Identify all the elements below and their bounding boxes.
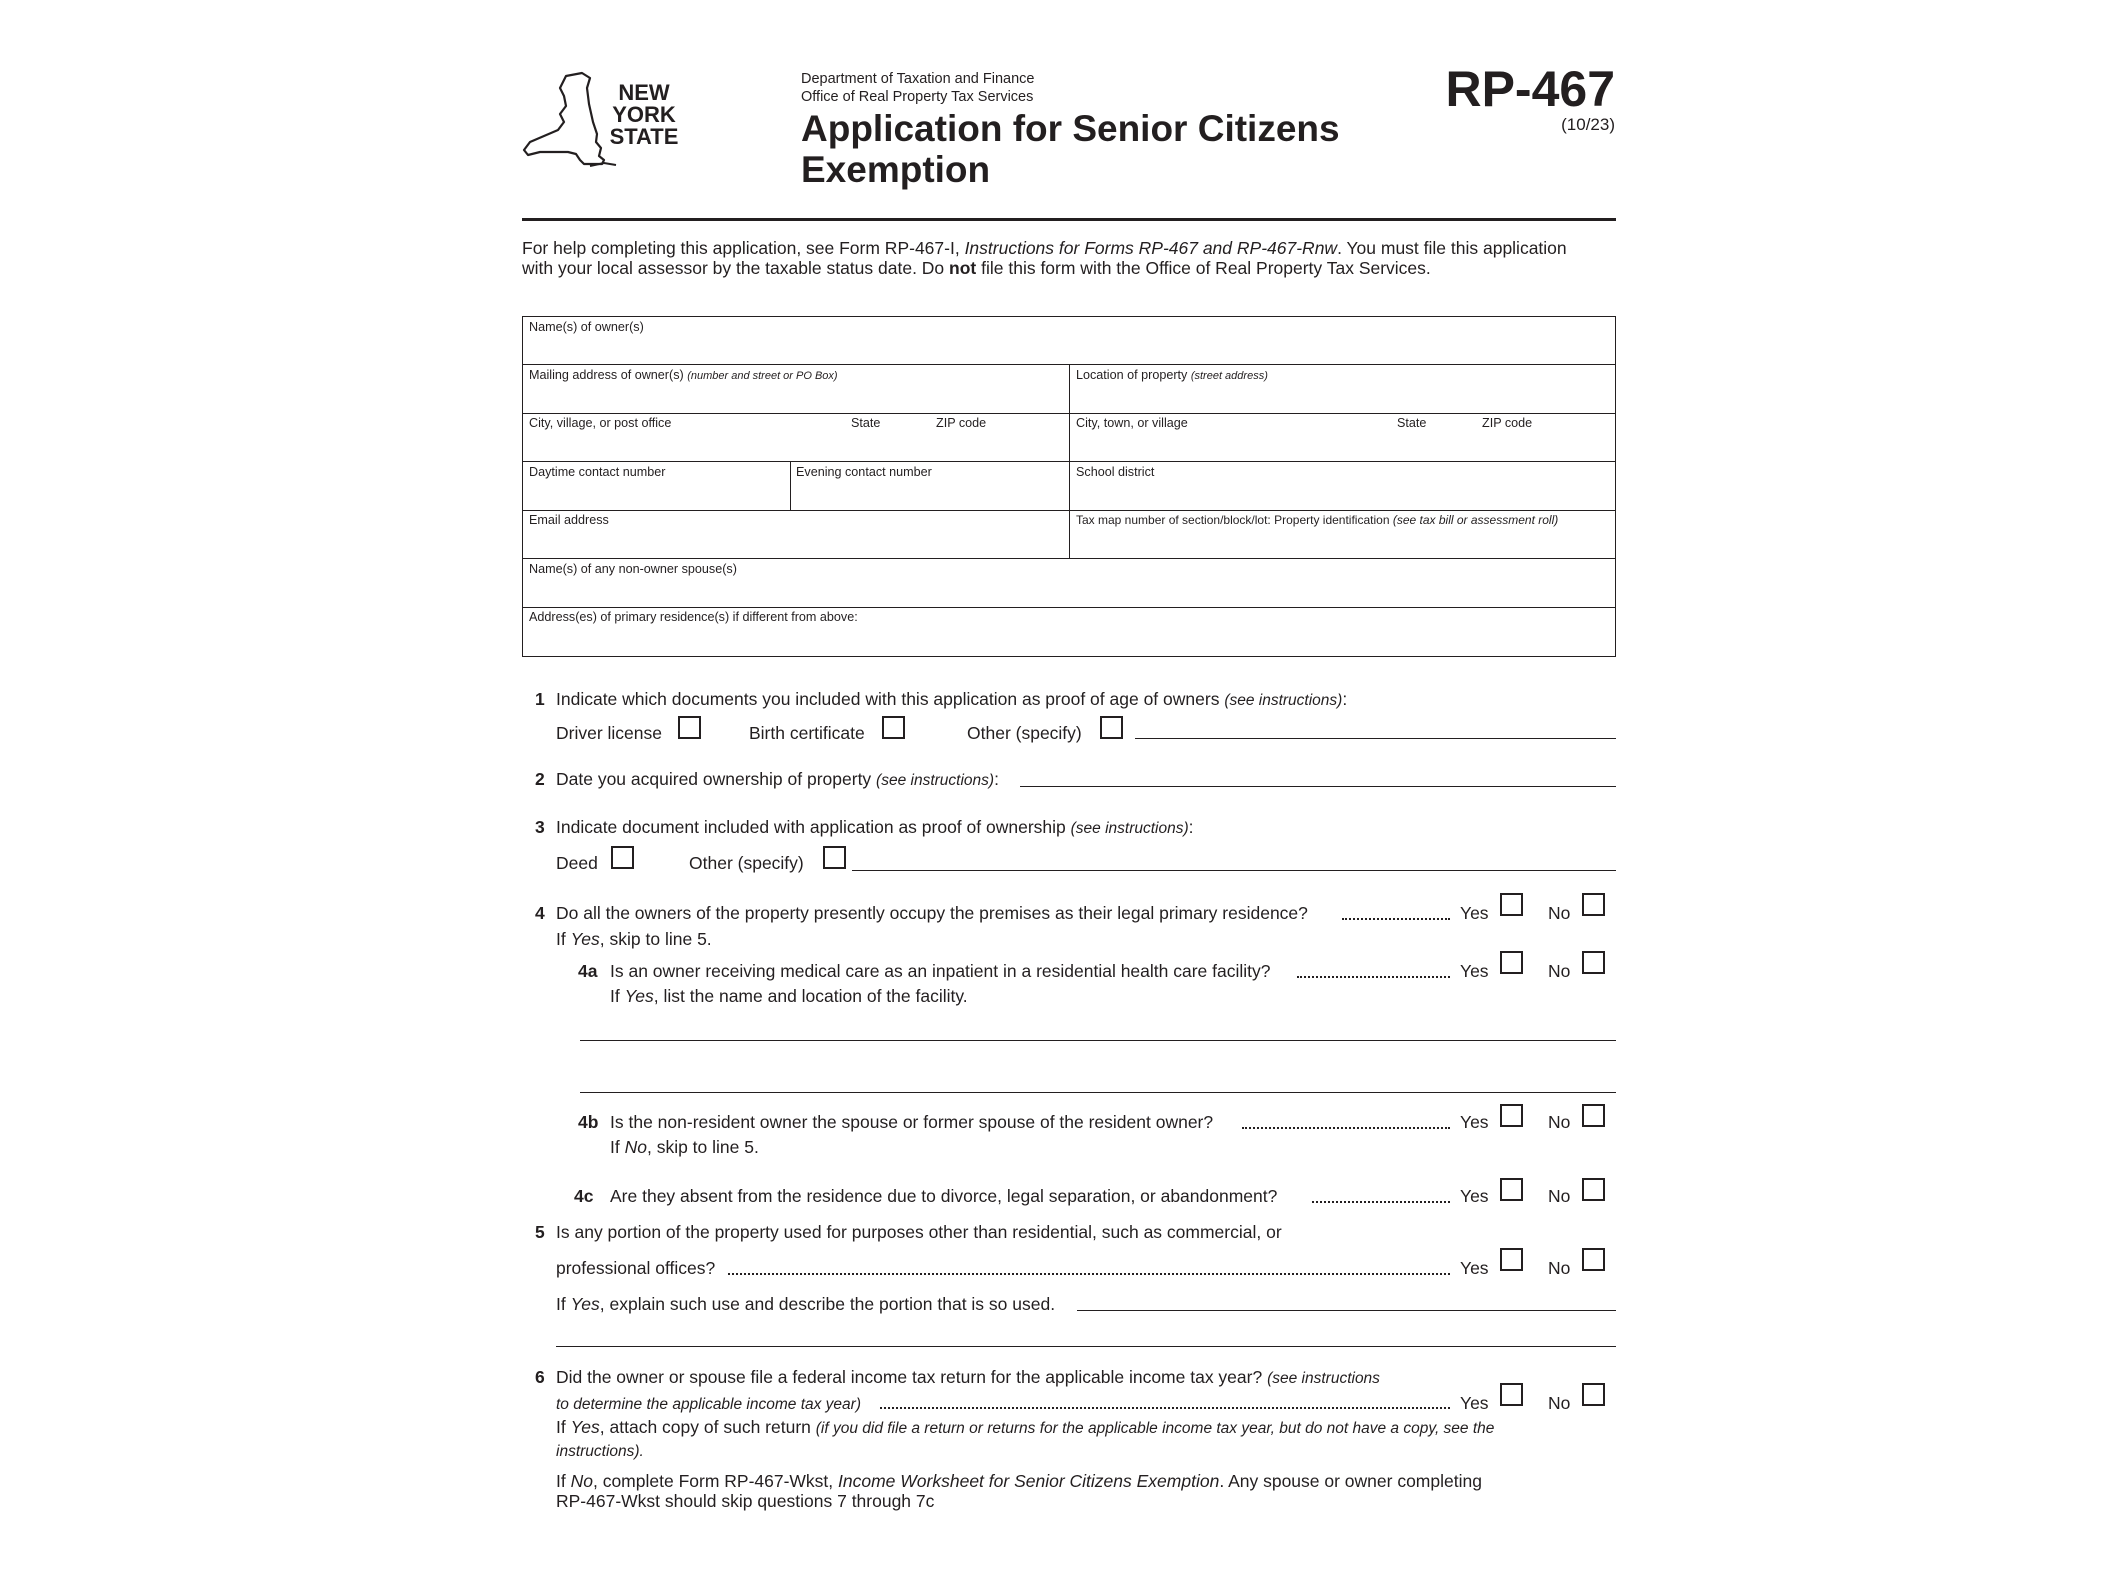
q1-other-label: Other (specify)	[967, 723, 1082, 743]
label-mail-zip: ZIP code	[936, 416, 987, 430]
q4c-yes-checkbox[interactable]	[1500, 1178, 1523, 1201]
q-text: If	[556, 1294, 571, 1314]
q-text: Indicate document included with application as proof of ownership	[556, 817, 1071, 837]
q5-no-checkbox[interactable]	[1582, 1248, 1605, 1271]
q-text: , complete Form RP-467-Wkst,	[592, 1471, 839, 1491]
label-evening-phone: Evening contact number	[796, 465, 932, 479]
q6-no-note-line2: RP-467-Wkst should skip questions 7 through 7c	[556, 1491, 935, 1511]
q3-other-label: Other (specify)	[689, 853, 804, 873]
prop-state-input[interactable]	[1397, 434, 1479, 458]
q4a-yes-label: Yes	[1460, 961, 1489, 981]
q-hint: (if you did file a return or returns for the applicable income tax year, but do not have a copy, see the	[815, 1420, 1495, 1437]
mail-zip-input[interactable]	[936, 434, 1066, 458]
property-location-input[interactable]	[1076, 386, 1612, 410]
prop-city-input[interactable]	[1076, 434, 1390, 458]
q4-text: Do all the owners of the property presently occupy the premises as their legal primary residence?	[556, 903, 1308, 923]
label-non-owner-spouse: Name(s) of any non-owner spouse(s)	[529, 562, 737, 576]
label-hint: (number and street or PO Box)	[687, 370, 838, 382]
prop-zip-input[interactable]	[1482, 434, 1612, 458]
q1-other-checkbox[interactable]	[1100, 716, 1123, 739]
q4-no-checkbox[interactable]	[1582, 893, 1605, 916]
school-district-input[interactable]	[1076, 483, 1612, 507]
label-hint: (see tax bill or assessment roll)	[1392, 513, 1559, 527]
evening-phone-input[interactable]	[796, 483, 1067, 507]
q5-number: 5	[535, 1222, 545, 1242]
q4c-no-checkbox[interactable]	[1582, 1178, 1605, 1201]
intro-instructions-title: Instructions for Forms RP-467 and RP-467-Rnw	[964, 238, 1338, 258]
q-text: , list the name and location of the facility.	[653, 986, 968, 1006]
q5-explain-line-1[interactable]	[1077, 1310, 1616, 1311]
intro-text: file this form with the Office of Real Property Tax Services.	[976, 258, 1431, 278]
q-emphasis: Yes	[570, 1417, 600, 1437]
label-daytime-phone: Daytime contact number	[529, 465, 666, 479]
q1-number: 1	[535, 689, 545, 709]
daytime-phone-input[interactable]	[529, 483, 788, 507]
q4b-text: Is the non-resident owner the spouse or former spouse of the resident owner?	[610, 1112, 1214, 1132]
q-punct: :	[994, 769, 999, 789]
q4a-no-label: No	[1548, 961, 1571, 981]
q1-birth-certificate-label: Birth certificate	[749, 723, 865, 743]
q4-number: 4	[535, 903, 545, 923]
label-prop-city: City, town, or village	[1076, 416, 1188, 430]
q3-deed-checkbox[interactable]	[611, 846, 634, 869]
logo-text-state: STATE	[609, 124, 679, 149]
divider	[1069, 364, 1070, 558]
q-punct: :	[1342, 689, 1348, 709]
header-rule	[522, 218, 1616, 221]
logo-text-york: YORK	[612, 102, 676, 127]
q-hint: (see instructions)	[876, 772, 995, 789]
intro-line2	[522, 258, 1431, 279]
label-primary-residence: Address(es) of primary residence(s) if different from above:	[529, 610, 858, 624]
mail-city-input[interactable]	[529, 434, 843, 458]
owner-names-input[interactable]	[529, 338, 1611, 362]
form-title-line1: Application for Senior Citizens	[801, 108, 1340, 149]
q-emphasis: Yes	[624, 986, 654, 1006]
tax-map-input[interactable]	[1076, 531, 1612, 555]
dot-leader	[1342, 918, 1450, 920]
q5-explain-line-2[interactable]	[556, 1346, 1616, 1347]
dot-leader	[1297, 976, 1450, 978]
label-text: Location of property	[1076, 368, 1188, 382]
q3-text	[556, 817, 1194, 838]
label-owner-names: Name(s) of owner(s)	[529, 320, 644, 334]
q5-yes-label: Yes	[1460, 1258, 1489, 1278]
q-text: Indicate which documents you included with this application as proof of age of owners	[556, 689, 1225, 709]
intro-line1	[522, 238, 1567, 259]
label-hint: (street address)	[1190, 370, 1268, 382]
dot-leader	[728, 1273, 1450, 1275]
q-emphasis: Yes	[570, 1294, 600, 1314]
q-text: , skip to line 5.	[646, 1137, 759, 1157]
q2-text	[556, 769, 999, 790]
q-emphasis: Income Worksheet for Senior Citizens Exemption	[838, 1471, 1220, 1491]
q5-no-label: No	[1548, 1258, 1571, 1278]
q-text: , skip to line 5.	[599, 929, 712, 949]
q6-yes-label: Yes	[1460, 1393, 1489, 1413]
divider	[523, 607, 1615, 608]
q4-yes-checkbox[interactable]	[1500, 893, 1523, 916]
q4b-no-label: No	[1548, 1112, 1571, 1132]
q4-no-label: No	[1548, 903, 1571, 923]
non-owner-spouse-input[interactable]	[529, 580, 1611, 604]
mail-state-input[interactable]	[851, 434, 933, 458]
q-emphasis: Yes	[570, 929, 600, 949]
q-text: If	[556, 1471, 571, 1491]
q6-no-checkbox[interactable]	[1582, 1383, 1605, 1406]
q6-no-note-line1	[556, 1471, 1482, 1492]
q6-yes-checkbox[interactable]	[1500, 1383, 1523, 1406]
dot-leader	[1242, 1127, 1450, 1129]
form-number: RP-467	[1445, 61, 1615, 117]
q-hint: (see instructions)	[1224, 692, 1343, 709]
q4c-number: 4c	[574, 1186, 594, 1206]
q-hint: to determine the applicable income tax year)	[556, 1396, 861, 1413]
q3-other-specify-line[interactable]	[852, 870, 1616, 871]
q1-driver-license-checkbox[interactable]	[678, 716, 701, 739]
q5-text-line1: Is any portion of the property used for purposes other than residential, such as commercial, or	[556, 1222, 1282, 1242]
q-text: , attach copy of such return	[599, 1417, 816, 1437]
q-text: If	[556, 929, 571, 949]
label-school-district: School district	[1076, 465, 1155, 479]
q4a-no-checkbox[interactable]	[1582, 951, 1605, 974]
label-text: Tax map number of section/block/lot: Property identification	[1076, 513, 1390, 527]
q6-yes-note-line1	[556, 1417, 1494, 1438]
label-prop-state: State	[1397, 416, 1427, 430]
q4a-note	[610, 986, 968, 1007]
q4-note	[556, 929, 712, 950]
q-punct: :	[1188, 817, 1194, 837]
owner-info-box	[522, 316, 1616, 657]
q-text: If	[610, 986, 625, 1006]
q-text: . Any spouse or owner completing	[1219, 1471, 1482, 1491]
q4b-yes-label: Yes	[1460, 1112, 1489, 1132]
q4a-number: 4a	[578, 961, 598, 981]
q1-driver-license-label: Driver license	[556, 723, 662, 743]
form-revision: (10/23)	[1561, 115, 1615, 134]
q1-other-specify-line[interactable]	[1135, 738, 1616, 739]
dot-leader	[1312, 1201, 1450, 1203]
q1-birth-certificate-checkbox[interactable]	[882, 716, 905, 739]
label-mail-city: City, village, or post office	[529, 416, 672, 430]
q6-number: 6	[535, 1367, 545, 1387]
primary-residence-input[interactable]	[529, 628, 1611, 652]
label-tax-map	[1076, 513, 1558, 527]
q1-text	[556, 689, 1347, 710]
intro-emphasis: not	[949, 258, 977, 278]
label-text: Mailing address of owner(s)	[529, 368, 684, 382]
q6-yes-note-line2	[556, 1440, 644, 1461]
q4b-yes-checkbox[interactable]	[1500, 1104, 1523, 1127]
q4a-yes-checkbox[interactable]	[1500, 951, 1523, 974]
q5-yes-checkbox[interactable]	[1500, 1248, 1523, 1271]
intro-text: with your local assessor by the taxable status date. Do	[522, 258, 950, 278]
q4-yes-label: Yes	[1460, 903, 1489, 923]
form-title	[801, 108, 1421, 190]
label-email: Email address	[529, 513, 609, 527]
email-input[interactable]	[529, 531, 1067, 555]
label-mail-state: State	[851, 416, 881, 430]
q2-number: 2	[535, 769, 545, 789]
logo-text-new: NEW	[618, 80, 670, 105]
q2-date-line[interactable]	[1020, 786, 1616, 787]
q-text: If	[556, 1417, 571, 1437]
q5-text-line2: professional offices?	[556, 1258, 716, 1278]
q-text: If	[610, 1137, 625, 1157]
q-emphasis: No	[570, 1471, 593, 1491]
divider	[790, 461, 791, 510]
q-text: Did the owner or spouse file a federal income tax return for the applicable income tax year?	[556, 1367, 1268, 1387]
q-text: Date you acquired ownership of property	[556, 769, 877, 789]
q4a-text: Is an owner receiving medical care as an inpatient in a residential health care facility?	[610, 961, 1271, 981]
q4c-text: Are they absent from the residence due to divorce, legal separation, or abandonment?	[610, 1186, 1278, 1206]
q4c-no-label: No	[1548, 1186, 1571, 1206]
q3-other-checkbox[interactable]	[823, 846, 846, 869]
q4b-number: 4b	[578, 1112, 599, 1132]
label-mailing-address	[529, 368, 838, 382]
label-property-location	[1076, 368, 1268, 382]
agency-department: Department of Taxation and Finance	[801, 71, 1035, 87]
q-text: , explain such use and describe the portion that is so used.	[599, 1294, 1056, 1314]
q6-text-line2	[556, 1393, 861, 1414]
q4a-facility-line-2[interactable]	[580, 1092, 1616, 1093]
agency-office: Office of Real Property Tax Services	[801, 89, 1034, 105]
q6-text-line1	[556, 1367, 1380, 1388]
q4a-facility-line-1[interactable]	[580, 1040, 1616, 1041]
label-prop-zip: ZIP code	[1482, 416, 1533, 430]
q4b-note	[610, 1137, 759, 1158]
form-title-line2: Exemption	[801, 149, 991, 190]
q3-number: 3	[535, 817, 545, 837]
q5-note	[556, 1294, 1055, 1315]
dot-leader	[880, 1407, 1450, 1409]
q3-deed-label: Deed	[556, 853, 598, 873]
divider	[523, 558, 1615, 559]
q4b-no-checkbox[interactable]	[1582, 1104, 1605, 1127]
intro-text: . You must file this application	[1337, 238, 1567, 258]
q-emphasis: No	[624, 1137, 647, 1157]
q-hint: (see instructions	[1267, 1370, 1380, 1387]
new-york-state-logo	[520, 70, 690, 175]
q6-no-label: No	[1548, 1393, 1571, 1413]
q4c-yes-label: Yes	[1460, 1186, 1489, 1206]
intro-text: For help completing this application, see Form RP-467-I,	[522, 238, 965, 258]
mailing-address-input[interactable]	[529, 386, 1067, 410]
q-hint: instructions).	[556, 1443, 644, 1460]
q-hint: (see instructions)	[1070, 820, 1189, 837]
